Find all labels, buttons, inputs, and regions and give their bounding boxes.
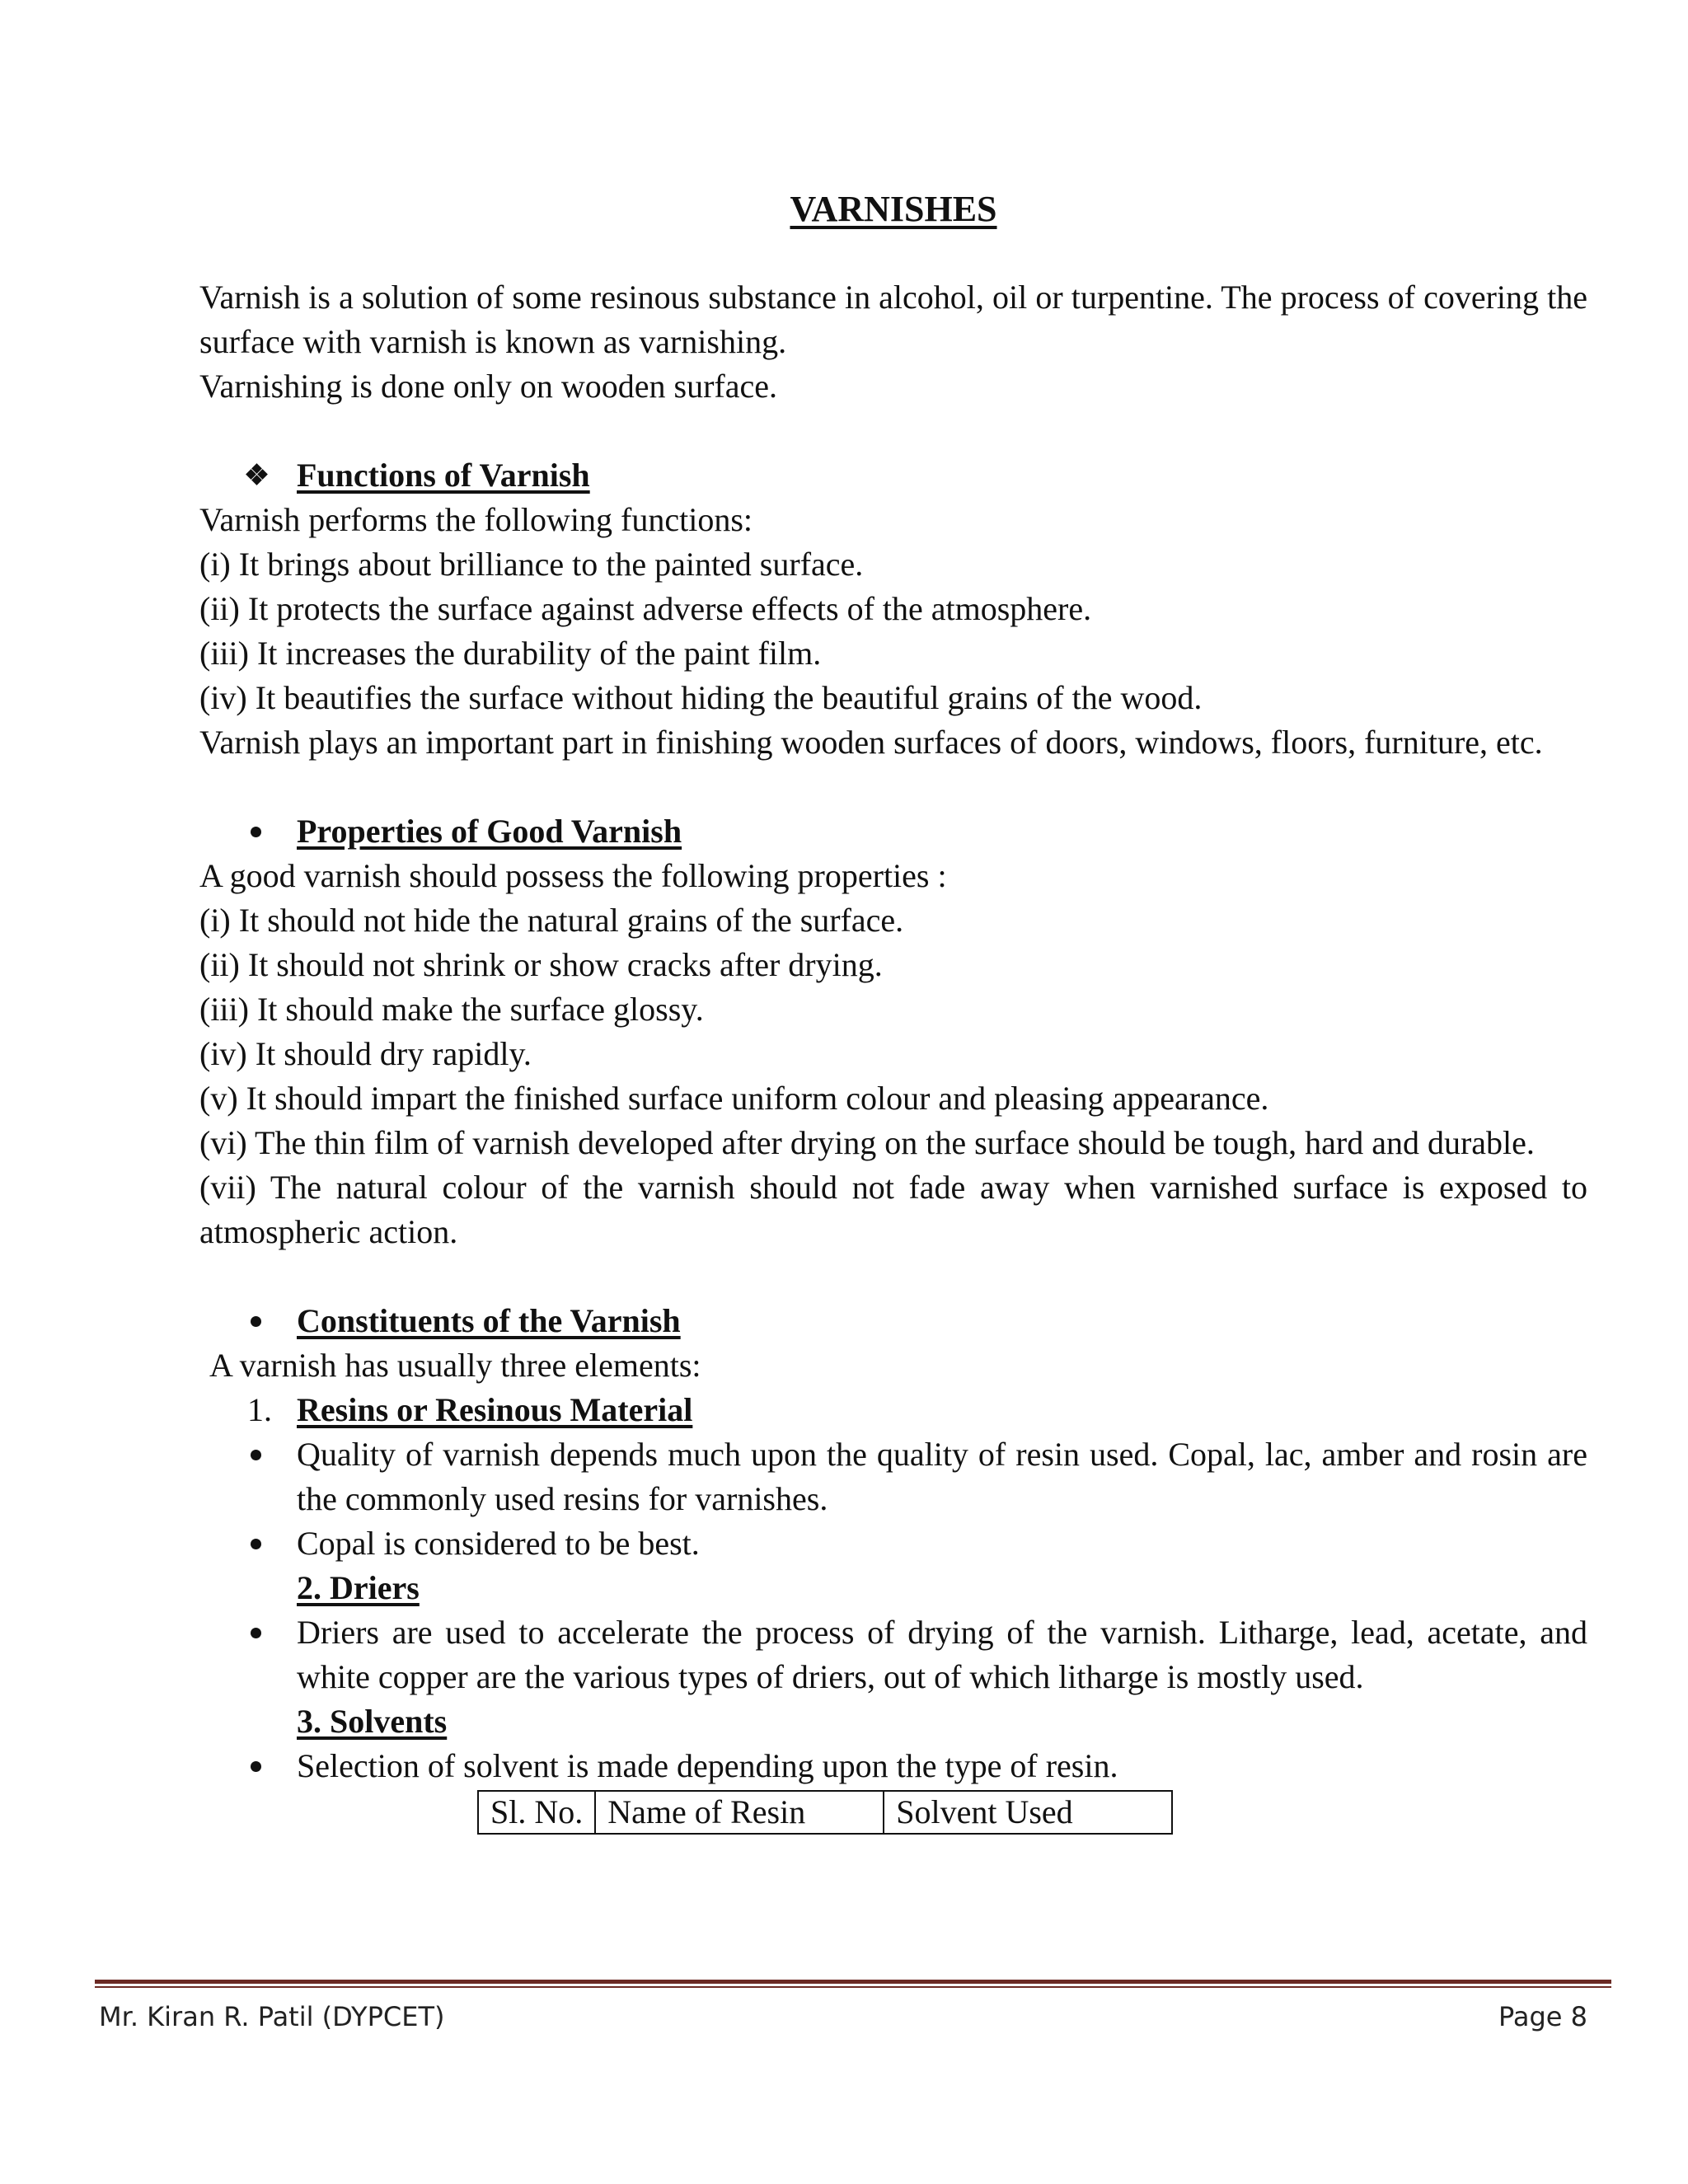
footer-divider — [95, 1980, 1611, 1988]
spacer — [199, 409, 1587, 453]
page-number: Page 8 — [1498, 2001, 1587, 2032]
spacer — [199, 1254, 1587, 1299]
bullet-icon — [251, 1316, 261, 1327]
resins-bullet: Quality of varnish depends much upon the quality of resin used. Copal, lac, amber and rosin are the commonly used resins for varnishes. — [199, 1432, 1587, 1521]
function-item: (i) It brings about brilliance to the painted surface. — [199, 546, 864, 583]
resins-bullet: Copal is considered to be best. — [199, 1521, 1587, 1566]
solvents-heading: 3. Solvents — [297, 1703, 448, 1740]
driers-bullet: Driers are used to accelerate the process of drying of the varnish. Litharge, lead, acetate, and white copper are the various types of driers, out of which litharge is mostly used. — [199, 1610, 1587, 1699]
property-item: (iv) It should dry rapidly. — [199, 1035, 532, 1072]
table-header-cell: Sl. No. — [478, 1791, 595, 1834]
constituents-heading: Constituents of the Varnish — [199, 1299, 1587, 1343]
footer-author: Mr. Kiran R. Patil (DYPCET) — [99, 2001, 445, 2032]
property-item: (i) It should not hide the natural grains of the surface. — [199, 902, 904, 939]
functions-lead: Varnish performs the following functions: — [199, 501, 753, 538]
properties-lead: A good varnish should possess the following properties : — [199, 857, 947, 894]
bullet-icon — [251, 1450, 261, 1460]
functions-closing: Varnish plays an important part in finishing wooden surfaces of doors, windows, floors, furniture, etc. — [199, 724, 1543, 761]
functions-heading: Functions of Varnish — [199, 453, 1587, 498]
resins-heading: 1. Resins or Resinous Material — [199, 1388, 1587, 1432]
function-item: (iv) It beautifies the surface without hiding the beautiful grains of the wood. — [199, 679, 1203, 716]
spacer — [199, 765, 1587, 809]
bullet-icon — [251, 827, 261, 837]
property-item: (ii) It should not shrink or show cracks after drying. — [199, 946, 883, 983]
property-item: (iii) It should make the surface glossy. — [199, 991, 704, 1028]
bullet-icon — [251, 1761, 261, 1772]
table-header-row — [478, 1791, 1172, 1834]
property-item: (v) It should impart the finished surface uniform colour and pleasing appearance. — [199, 1080, 1269, 1117]
function-item: (ii) It protects the surface against adverse effects of the atmosphere. — [199, 590, 1092, 627]
function-item: (iii) It increases the durability of the paint film. — [199, 635, 822, 672]
list-number: 1. — [247, 1391, 272, 1428]
table-header-cell: Name of Resin — [595, 1791, 884, 1834]
diamond-bullet-icon — [247, 465, 267, 485]
document-body — [199, 275, 1587, 1835]
driers-heading: 2. Driers — [297, 1569, 420, 1606]
properties-heading: Properties of Good Varnish — [199, 809, 1587, 854]
intro-paragraph: Varnish is a solution of some resinous substance in alcohol, oil or turpentine. The process of covering the surface with varnish is known as varnishing. — [199, 279, 1587, 360]
property-item: (vii) The natural colour of the varnish should not fade away when varnished surface is exposed to atmospheric action. — [199, 1169, 1587, 1250]
bullet-icon — [251, 1539, 261, 1549]
solvent-table — [477, 1790, 1173, 1835]
solvents-bullet: Selection of solvent is made depending upon the type of resin. — [199, 1744, 1587, 1788]
bullet-icon — [251, 1628, 261, 1638]
intro-paragraph-2: Varnishing is done only on wooden surface. — [199, 368, 777, 405]
page-title: VARNISHES — [790, 189, 997, 229]
table-header-cell: Solvent Used — [884, 1791, 1172, 1834]
constituents-lead: A varnish has usually three elements: — [209, 1347, 701, 1384]
property-item: (vi) The thin film of varnish developed after drying on the surface should be tough, hard and durable. — [199, 1124, 1535, 1161]
